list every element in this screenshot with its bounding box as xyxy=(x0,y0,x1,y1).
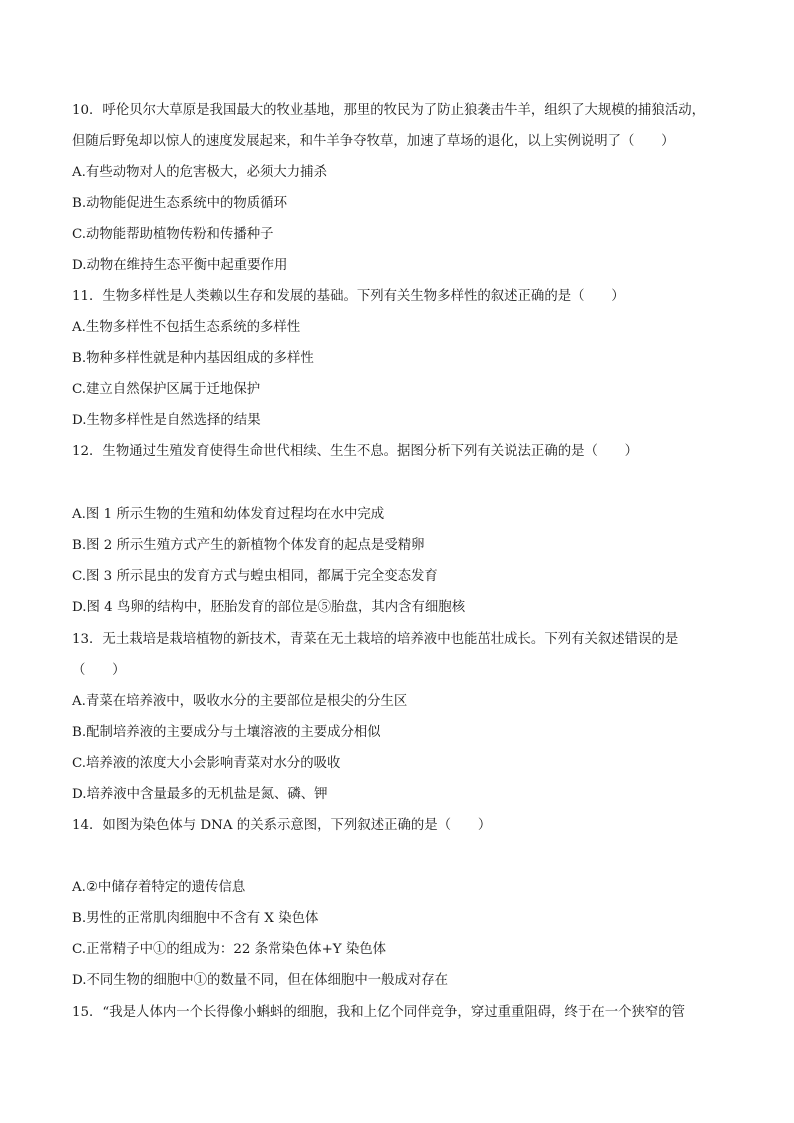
q14-option-d: D.不同生物的细胞中①的数量不同，但在体细胞中一般成对存在 xyxy=(72,973,449,988)
q13-option-a: A.青菜在培养液中，吸收水分的主要部位是根尖的分生区 xyxy=(72,694,408,709)
q14-option-a: A.②中储存着特定的遗传信息 xyxy=(72,880,246,895)
q11-option-c: C.建立自然保护区属于迁地保护 xyxy=(72,382,261,397)
q13-option-c: C.培养液的浓度大小会影响青菜对水分的吸收 xyxy=(72,756,341,771)
q12-option-d: D.图 4 鸟卵的结构中，胚胎发育的部位是⑤胎盘，其内含有细胞核 xyxy=(72,600,466,615)
q12-option-c: C.图 3 所示昆虫的发育方式与蝗虫相同，都属于完全变态发育 xyxy=(72,569,438,584)
q15-stem-line-1: 15．“我是人体内一个长得像小蝌蚪的细胞，我和上亿个同伴竞争，穿过重重阻碍，终于在一个狭窄的管 xyxy=(72,1005,686,1020)
q11-option-d: D.生物多样性是自然选择的结果 xyxy=(72,413,261,428)
q12-option-b: B.图 2 所示生殖方式产生的新植物个体发育的起点是受精卵 xyxy=(72,538,425,553)
q14-stem-line-1: 14．如图为染色体与 DNA 的关系示意图，下列叙述正确的是（ ） xyxy=(72,818,492,833)
q12-option-a: A.图 1 所示生物的生殖和幼体发育过程均在水中完成 xyxy=(72,507,385,522)
q10-option-a: A.有些动物对人的危害极大，必须大力捕杀 xyxy=(72,165,327,180)
q14-option-b: B.男性的正常肌肉细胞中不含有 X 染色体 xyxy=(72,911,319,926)
q10-option-c: C.动物能帮助植物传粉和传播种子 xyxy=(72,227,274,242)
q10-stem-line-2: 但随后野兔却以惊人的速度发展起来，和牛羊争夺牧草，加速了草场的退化，以上实例说明了（ ） xyxy=(72,134,675,149)
q10-option-b: B.动物能促进生态系统中的物质循环 xyxy=(72,196,287,211)
q13-option-d: D.培养液中含量最多的无机盐是氮、磷、钾 xyxy=(72,787,328,802)
q10-option-d: D.动物在维持生态平衡中起重要作用 xyxy=(72,258,288,273)
q11-option-a: A.生物多样性不包括生态系统的多样性 xyxy=(72,320,301,335)
q13-stem-line-1: 13．无土栽培是栽培植物的新技术，青菜在无土栽培的培养液中也能茁壮成长。下列有关叙述错误的是 xyxy=(72,632,679,647)
q13-stem-line-2: （ ） xyxy=(72,663,126,678)
q11-option-b: B.物种多样性就是种内基因组成的多样性 xyxy=(72,351,314,366)
q10-stem-line-1: 10．呼伦贝尔大草原是我国最大的牧业基地，那里的牧民为了防止狼袭击牛羊，组织了大规模的捕狼活动， xyxy=(72,103,706,118)
q12-stem-line-1: 12．生物通过生殖发育使得生命世代相续、生生不息。据图分析下列有关说法正确的是（ ） xyxy=(72,444,639,459)
q14-option-c: C.正常精子中①的组成为：22 条常染色体+Y 染色体 xyxy=(72,942,387,957)
q11-stem-line-1: 11．生物多样性是人类赖以生存和发展的基础。下列有关生物多样性的叙述正确的是（ ） xyxy=(72,289,625,304)
q13-option-b: B.配制培养液的主要成分与土壤溶液的主要成分相似 xyxy=(72,725,381,740)
